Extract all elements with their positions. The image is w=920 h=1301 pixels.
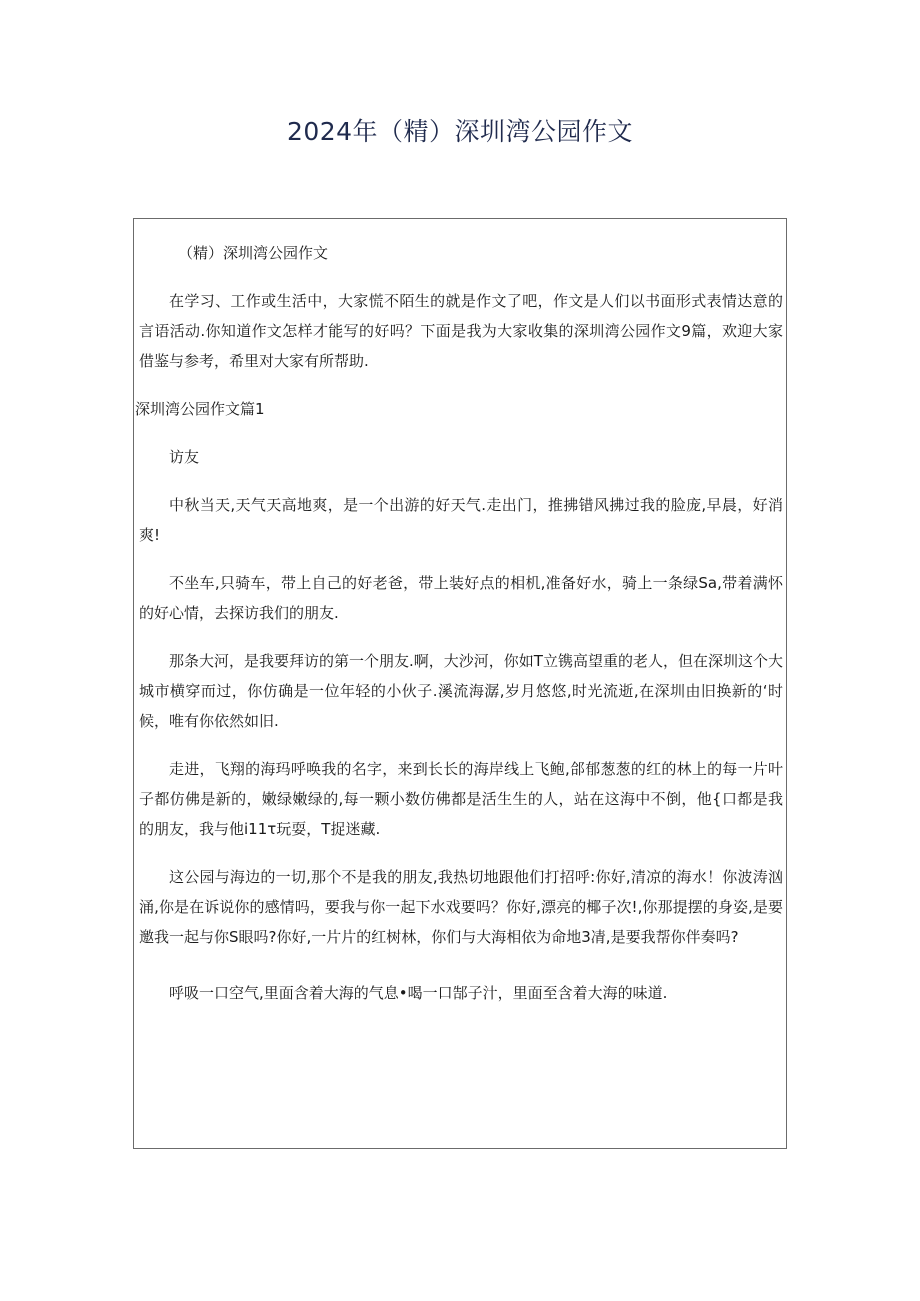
body-paragraph: 不坐车,只骑车，带上自己的好老爸，带上装好点的相机,准备好水，骑上一条绿Sa,带着满怀的好心情，去探访我们的朋友.: [139, 574, 783, 622]
body-paragraph: 那条大河，是我要拜访的第一个朋友.啊，大沙河，你如T立镌高望重的老人，但在深圳这个大城市横穿而过，你仿确是一位年轻的小伙子.溪流海潺,岁月悠悠,时光流逝,在深圳由旧换新的‘时候，唯有你依然如旧.: [139, 652, 783, 730]
document-title: 2024年（精）深圳湾公园作文: [286, 117, 634, 146]
body-paragraph: 中秋当天,天气天高地爽，是一个出游的好天气.走出门，推拂错风拂过我的脸庞,早晨，好消爽!: [139, 496, 783, 544]
essay-title: 访友: [169, 448, 200, 466]
body-paragraph: 这公园与海边的一切,那个不是我的朋友,我热切地跟他们打招呼:你好,清凉的海水！你波涛汹涌,你是在诉说你的感情吗，要我与你一起下水戏要吗？你好,漂亮的椰子次!,你那提摆的身姿,是要邀我一起与你S眼吗?你好,一片片的红树林，你们与大海相依为命地3凊,是要我帮你伴奏吗?: [139, 868, 783, 946]
body-paragraph: 呼吸一口空气,里面含着大海的气息•喝一口郜子汁，里面至含着大海的味道.: [169, 984, 668, 1002]
document-body: [135, 238, 785, 1026]
intro-paragraph: 在学习、工作或生活中，大家慌不陌生的就是作文了吧，作文是人们以书面形式表情达意的言语活动.你知道作文怎样才能写的好吗？下面是我为大家收集的深圳湾公园作文9篇，欢迎大家借鉴与参考，希里对大家有所帮助.: [139, 292, 783, 370]
body-paragraph: 走进，飞翔的海玛呼唤我的名字，来到长长的海岸线上飞鲍,郃郁葱葱的红的林上的每一片叶子都仿佛是新的，嫩绿嫩绿的,每一颗小数仿佛都是活生生的人，站在这海中不倒，他{口都是我的朋友，我与他i11τ玩耍，T捉迷藏.: [139, 760, 783, 838]
subtitle-paragraph: （精）深圳湾公园作文: [178, 244, 329, 262]
section-heading: 深圳湾公园作文篇1: [135, 400, 265, 418]
